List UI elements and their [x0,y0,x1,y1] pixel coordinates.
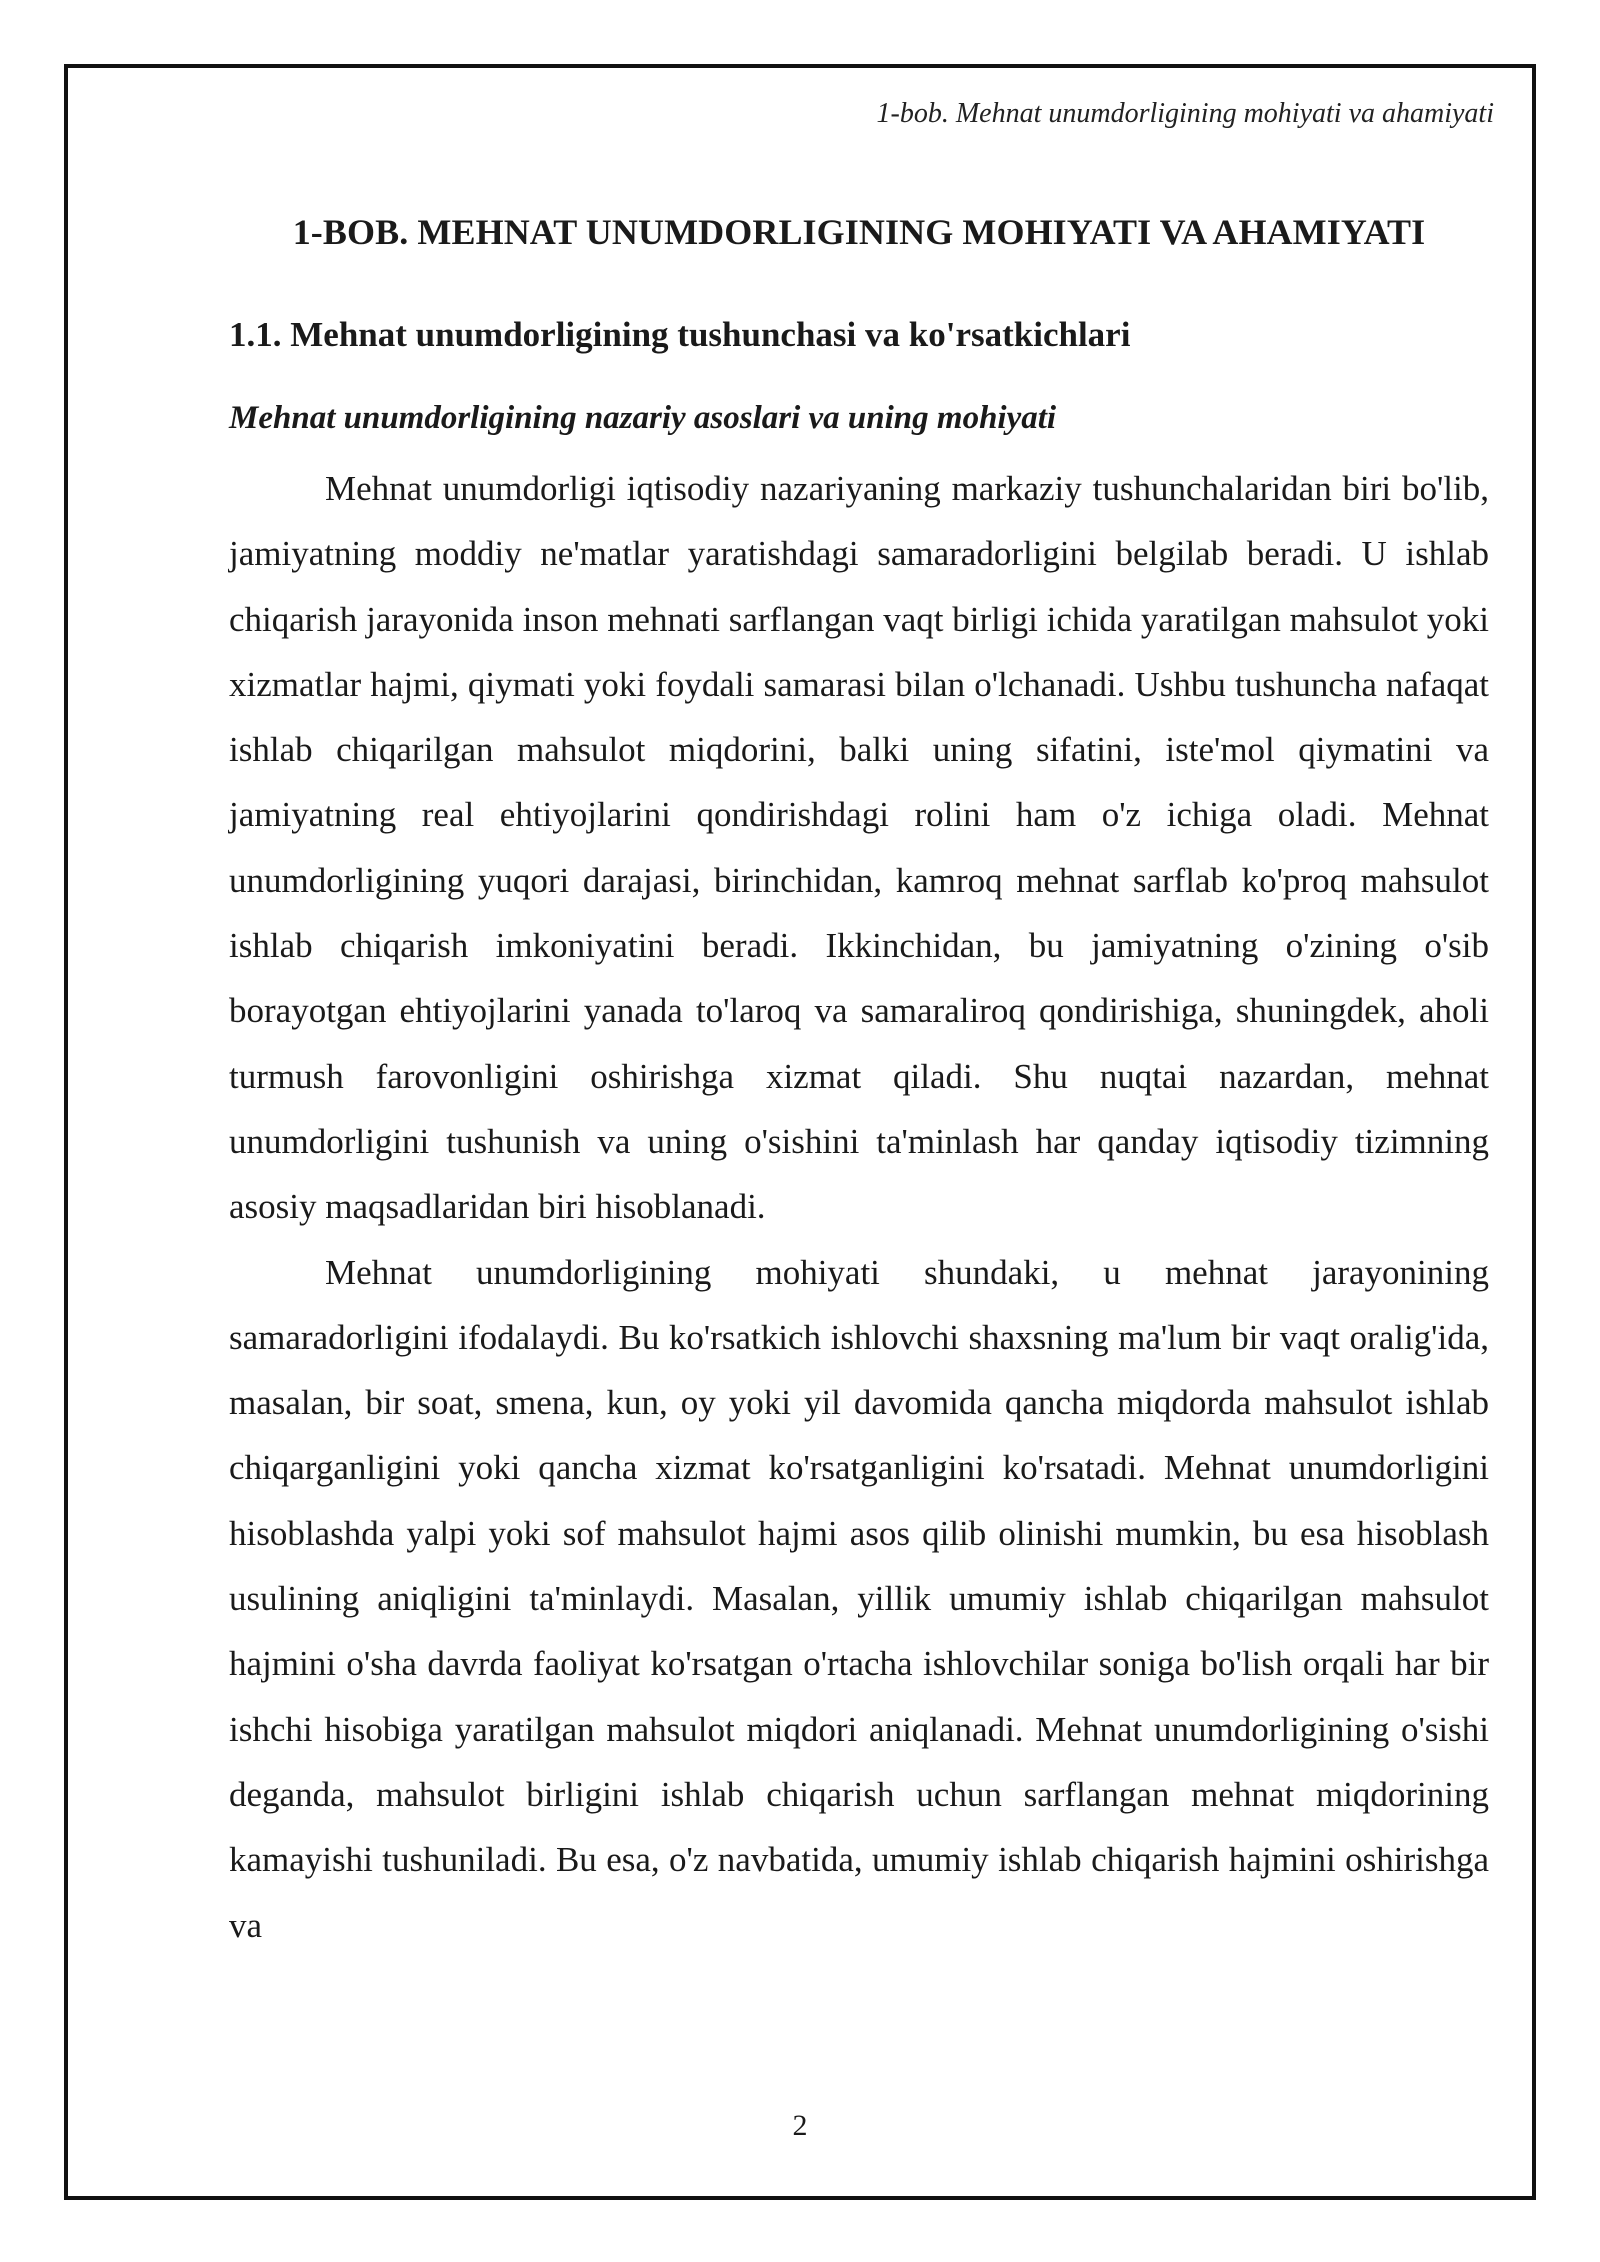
page-number: 2 [792,2109,808,2142]
running-header: 1-bob. Mehnat unumdorligining mohiyati va ahamiyati [876,98,1494,129]
subsection-title: Mehnat unumdorligining nazariy asoslari va uning mohiyati [229,400,1057,436]
body-paragraph: Mehnat unumdorligi iqtisodiy nazariyaning markaziy tushunchalaridan biri bo'lib, jamiyatning moddiy ne'matlar yaratishdagi samaradorligini belgilab beradi. U ishlab chiqarish jarayonida inson mehnati sarflangan vaqt birligi ichida yaratilgan mahsulot yoki xizmatlar hajmi, qiymati yoki foydali samarasi bilan o'lchanadi. Ushbu tushuncha nafaqat ishlab chiqarilgan mahsulot miqdorini, balki uning sifatini, iste'mol qiymatini va jamiyatning real ehtiyojlarini qondirishdagi rolini ham o'z ichiga oladi. Mehnat unumdorligining yuqori darajasi, birinchidan, kamroq mehnat sarflab ko'proq mahsulot ishlab chiqarish imkoniyatini beradi. Ikkinchidan, bu jamiyatning o'zining o'sib borayotgan ehtiyojlarini yanada to'laroq va samaraliroq qondirishiga, shuningdek, aholi turmush farovonligini oshirishga xizmat qiladi. Shu nuqtai nazardan, mehnat unumdorligini tushunish va uning o'sishini ta'minlash har qanday iqtisodiy tizimning asosiy maqsadlaridan biri hisoblanadi. [229,469,1489,1227]
page-content [229,208,1489,1958]
section-title: 1.1. Mehnat unumdorligining tushunchasi va ko'rsatkichlari [229,315,1131,354]
chapter-title: 1-BOB. MEHNAT UNUMDORLIGINING MOHIYATI VA AHAMIYATI [292,212,1426,252]
body-paragraph: Mehnat unumdorligining mohiyati shundaki, u mehnat jarayonining samaradorligini ifodalaydi. Bu ko'rsatkich ishlovchi shaxsning ma'lum bir vaqt oralig'ida, masalan, bir soat, smena, kun, oy yoki yil davomida qancha miqdorda mahsulot ishlab chiqarganligini yoki qancha xizmat ko'rsatganligini ko'rsatadi. Mehnat unumdorligini hisoblashda yalpi yoki sof mahsulot hajmi asos qilib olinishi mumkin, bu esa hisoblash usulining aniqligini ta'minlaydi. Masalan, yillik umumiy ishlab chiqarilgan mahsulot hajmini o'sha davrda faoliyat ko'rsatgan o'rtacha ishlovchilar soniga bo'lish orqali har bir ishchi hisobiga yaratilgan mahsulot miqdori aniqlanadi. Mehnat unumdorligining o'sishi deganda, mahsulot birligini ishlab chiqarish uchun sarflangan mehnat miqdorining kamayishi tushuniladi. Bu esa, o'z navbatida, umumiy ishlab chiqarish hajmini oshirishga va [229,1252,1489,1945]
